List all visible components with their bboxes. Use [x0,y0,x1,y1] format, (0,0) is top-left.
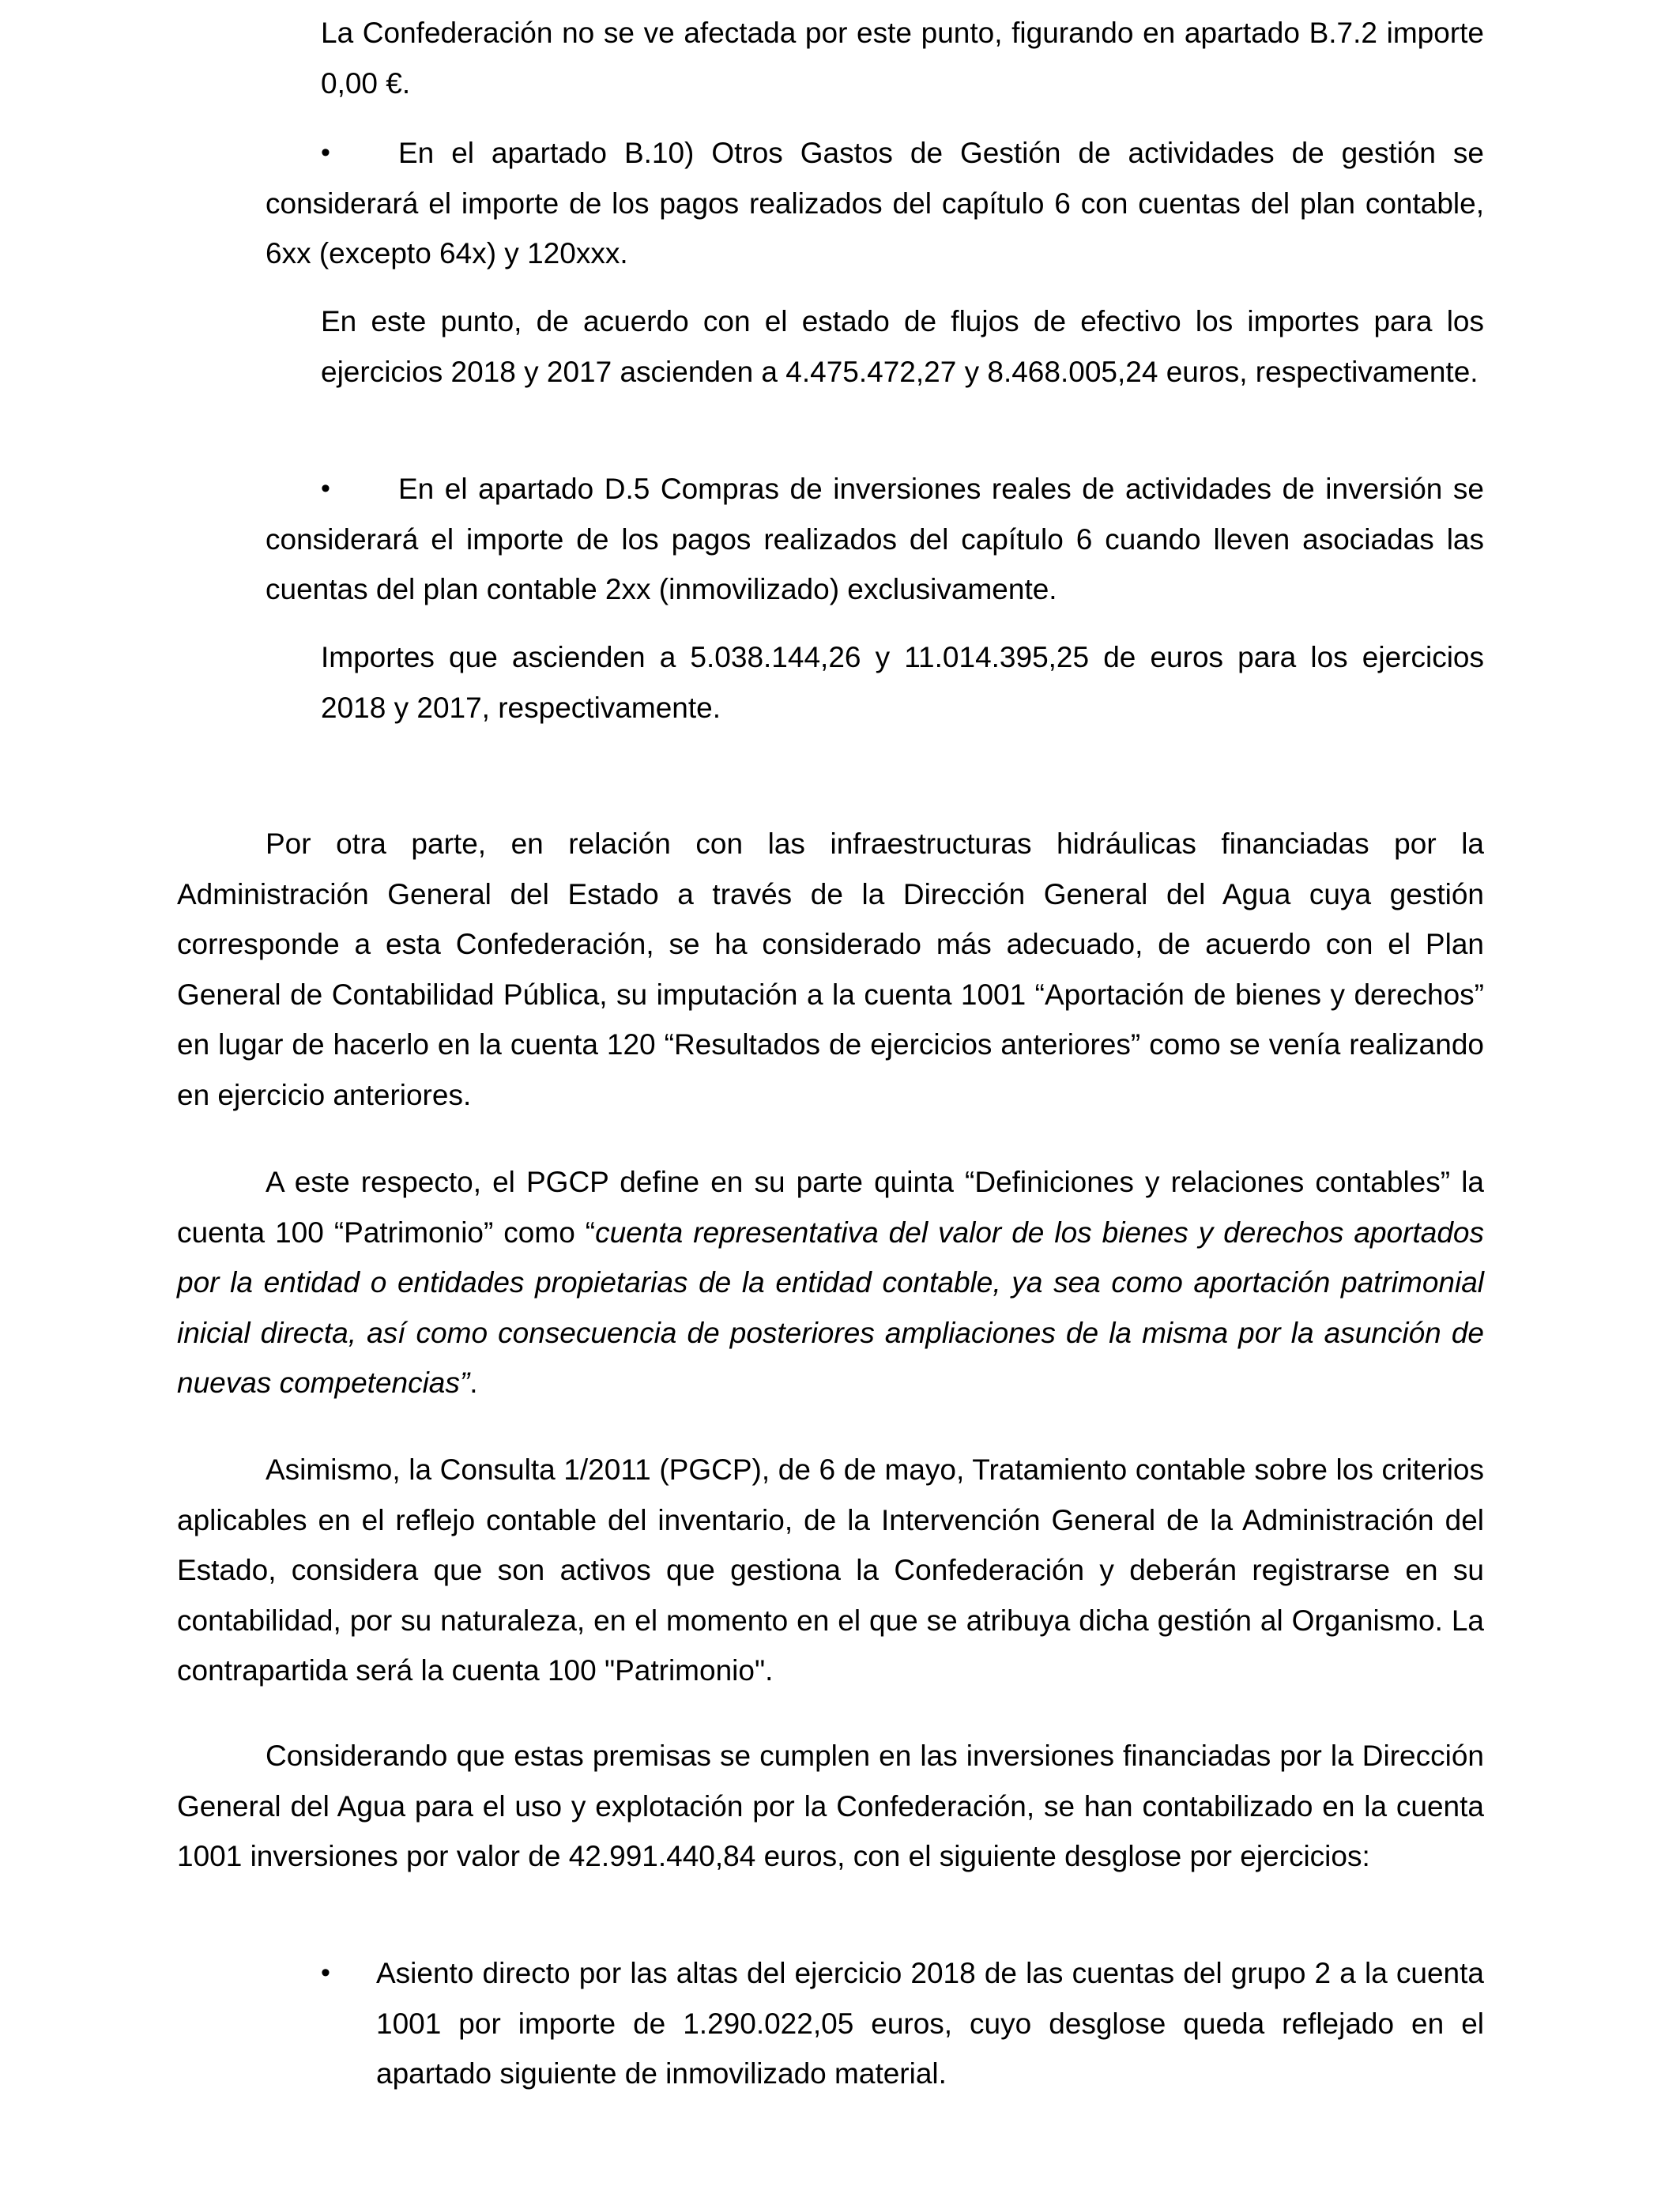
paragraph-pgcp-quote: cuenta representativa del valor de los bienes y derechos aportados por la entidad o entidades propietarias de la entidad contable, ya sea como aportación patrimonial inicial directa, así como consecuencia de posteriores ampliaciones de la misma por la asunción de nuevas competencias” [177,1216,1484,1399]
paragraph-b72-note: La Confederación no se ve afectada por este punto, figurando en apartado B.7.2 importe 0,00 €. [321,17,1484,100]
bullet-marker: • [321,138,330,168]
bullet-b10-text: En el apartado B.10) Otros Gastos de Gestión de actividades de gestión se considerará el importe de los pagos realizados del capítulo 6 con cuentas del plan contable, 6xx (excepto 64x) y 120xxx. [266,137,1484,270]
bullet-d5-text: En el apartado D.5 Compras de inversiones reales de actividades de inversión se considerará el importe de los pagos realizados del capítulo 6 cuando lleven asociadas las cuentas del plan contable 2xx (inmovilizado) exclusivamente. [266,473,1484,605]
paragraph-importes: Importes que ascienden a 5.038.144,26 y 11.014.395,25 de euros para los ejercicios 2018 y 2017, respectivamente. [321,641,1484,724]
paragraph-pgcp-end: . [469,1367,478,1399]
paragraph-flujos-efectivo: En este punto, de acuerdo con el estado de flujos de efectivo los importes para los ejercicios 2018 y 2017 ascienden a 4.475.472,27 y 8.468.005,24 euros, respectivamente. [321,305,1484,388]
paragraph-pgcp [177,1157,1484,1408]
paragraph-infraestructuras [177,819,1484,1120]
paragraph-pgcp-start: A este respecto, el PGCP define en su parte quinta “Definiciones y relaciones contables” la cuenta 100 “Patrimonio” como “ [177,1166,1484,1249]
bullet-d5 [266,464,1484,615]
paragraph-infraestructuras-text: Por otra parte, en relación con las infraestructuras hidráulicas financiadas por la Administración General del Estado a través de la Dirección General del Agua cuya gestión corresponde a esta Confederación, se ha considerado más adecuado, de acuerdo con el Plan General de Contabilidad Pública, su imputación a la cuenta 1001 “Aportación de bienes y derechos” en lugar de hacerlo en la cuenta 120 “Resultados de ejercicios anteriores” como se venía realizando en ejercicio anteriores. [177,827,1484,1111]
bullet-marker: • [321,1958,330,1988]
bullet-marker: • [321,473,330,503]
bullet-b10 [266,128,1484,279]
paragraph-considerando-text: Considerando que estas premisas se cumplen en las inversiones financiadas por la Dirección General del Agua para el uso y explotación por la Confederación, se han contabilizado en la cuenta 1001 inversiones por valor de 42.991.440,84 euros, con el siguiente desglose por ejercicios: [177,1740,1484,1872]
bullet-asiento-directo: Asiento directo por las altas del ejercicio 2018 de las cuentas del grupo 2 a la cuenta 1001 por importe de 1.290.022,05 euros, cuyo desglose queda reflejado en el apartado siguiente de inmovilizado material. [376,1957,1484,2090]
paragraph-consulta [177,1445,1484,1696]
paragraph-consulta-text: Asimismo, la Consulta 1/2011 (PGCP), de 6 de mayo, Tratamiento contable sobre los criterios aplicables en el reflejo contable del inventario, de la Intervención General de la Administración del Estado, considera que son activos que gestiona la Confederación y deberán registrarse en su contabilidad, por su naturaleza, en el momento en el que se atribuya dicha gestión al Organismo. La contrapartida será la cuenta 100 "Patrimonio". [177,1453,1484,1687]
paragraph-considerando [177,1731,1484,1882]
